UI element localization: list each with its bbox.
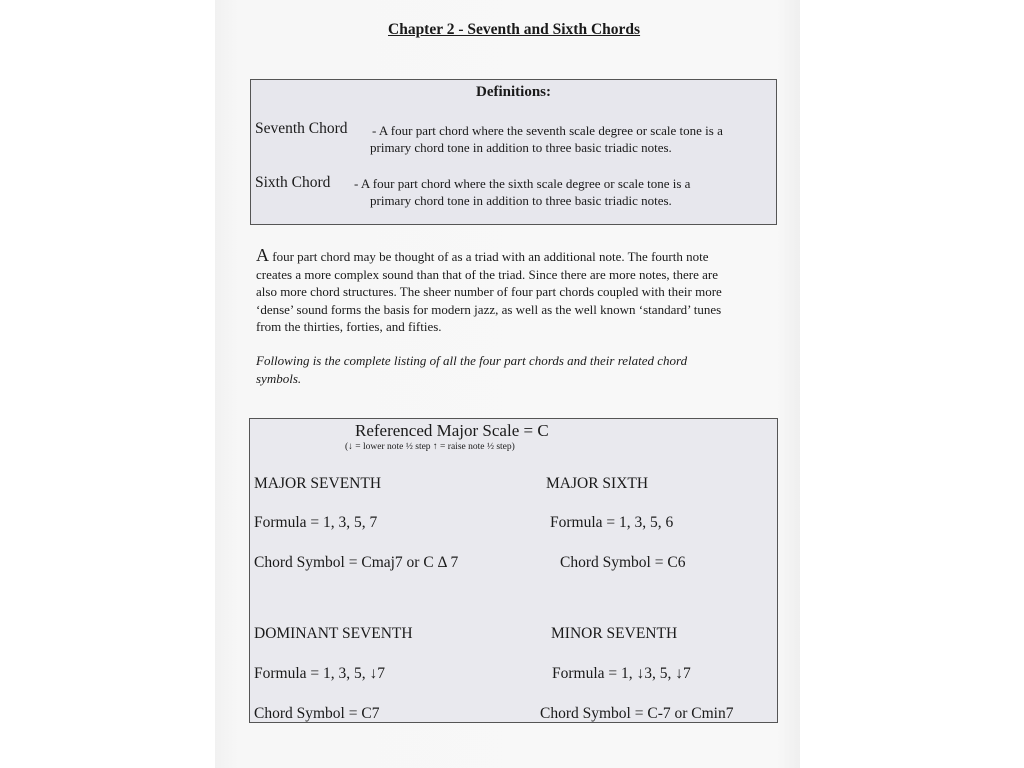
italic-paragraph — [256, 352, 781, 387]
chord-formula: Formula = 1, 3, 5, ↓7 — [254, 665, 386, 682]
drop-cap: A — [256, 245, 269, 265]
chord-symbol: Chord Symbol = C7 — [254, 705, 380, 722]
definition-text: - A four part chord where the sixth scale degree or scale tone is a — [354, 176, 691, 191]
definitions-heading: Definitions: — [476, 84, 551, 100]
definitions-box — [250, 79, 777, 225]
chord-formula: Formula = 1, 3, 5, 6 — [550, 514, 674, 531]
paragraph-line: creates a more complex sound than that of the triad. Since there are more notes, there are — [256, 266, 719, 282]
chord-symbol: Chord Symbol = Cmaj7 or C Δ 7 — [254, 554, 459, 571]
chord-name: MAJOR SEVENTH — [254, 475, 382, 492]
definition-text: primary chord tone in addition to three basic triadic notes. — [370, 193, 672, 208]
paragraph-line: from the thirties, forties, and fifties. — [256, 319, 442, 334]
definition-term: Seventh Chord — [255, 120, 348, 137]
chapter-title: Chapter 2 - Seventh and Sixth Chords — [388, 21, 641, 38]
definition-text: primary chord tone in addition to three basic triadic notes. — [370, 140, 672, 155]
definition-text: - A four part chord where the seventh scale degree or scale tone is a — [372, 123, 723, 138]
chord-symbol: Chord Symbol = C-7 or Cmin7 — [540, 705, 734, 722]
chord-symbol: Chord Symbol = C6 — [560, 554, 686, 571]
definition-term: Sixth Chord — [255, 174, 331, 191]
italic-line: Following is the complete listing of all the four part chords and their related chord — [256, 353, 688, 368]
chord-name: DOMINANT SEVENTH — [254, 625, 413, 642]
chord-formula: Formula = 1, 3, 5, 7 — [254, 514, 378, 531]
chord-name: MAJOR SIXTH — [546, 475, 649, 492]
chord-reference-box — [249, 418, 778, 723]
scale-legend: (↓ = lower note ½ step ↑ = raise note ½ step) — [345, 442, 515, 452]
scale-title: Referenced Major Scale = C — [355, 421, 549, 440]
body-paragraph — [256, 247, 781, 336]
paragraph-line: also more chord structures. The sheer number of four part chords coupled with their more — [256, 284, 722, 299]
chord-formula: Formula = 1, ↓3, 5, ↓7 — [552, 665, 691, 682]
paragraph-line: four part chord may be thought of as a triad with an additional note. The fourth note — [269, 249, 709, 264]
chord-name: MINOR SEVENTH — [551, 625, 678, 642]
italic-line: symbols. — [256, 370, 302, 386]
paragraph-line: ‘dense’ sound forms the basis for modern jazz, as well as the well known ‘standard’ tunes — [256, 301, 722, 317]
